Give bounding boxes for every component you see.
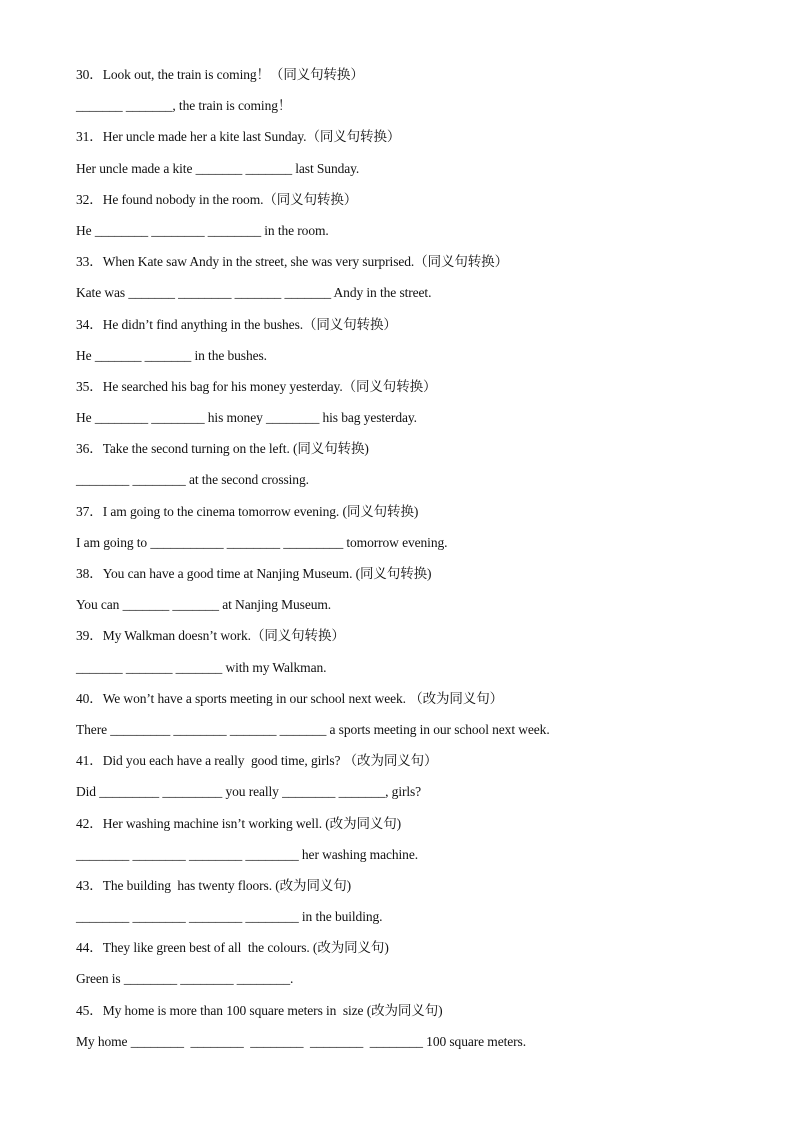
answer-line-35: He ________ ________ his money ________ his bag yesterday. bbox=[76, 410, 417, 426]
answer-line-40: There _________ ________ _______ _______ a sports meeting in our school next week. bbox=[76, 721, 550, 737]
answer-line-32: He ________ ________ ________ in the room. bbox=[76, 222, 329, 238]
question-40: 40．We won’t have a sports meeting in our school next week. （改为同义句） bbox=[76, 690, 503, 706]
question-31: 31．Her uncle made her a kite last Sunday.（同义句转换） bbox=[76, 129, 401, 145]
answer-line-36: ________ ________ at the second crossing. bbox=[76, 472, 309, 488]
question-43: 43．The building has twenty floors. (改为同义句) bbox=[76, 877, 352, 893]
answer-line-44: Green is ________ ________ ________. bbox=[76, 971, 294, 987]
answer-line-39: _______ _______ _______ with my Walkman. bbox=[76, 659, 327, 675]
question-39: 39．My Walkman doesn’t work.（同义句转换） bbox=[76, 628, 345, 644]
answer-line-30: _______ _______, the train is coming！ bbox=[76, 98, 292, 114]
question-32: 32．He found nobody in the room.（同义句转换） bbox=[76, 191, 358, 207]
question-33: 33．When Kate saw Andy in the street, she was very surprised.（同义句转换） bbox=[76, 254, 508, 270]
question-41: 41．Did you each have a really good time, girls? （改为同义句） bbox=[76, 753, 438, 769]
question-34: 34．He didn’t find anything in the bushes.（同义句转换） bbox=[76, 316, 397, 332]
question-45: 45．My home is more than 100 square meters in size (改为同义句) bbox=[76, 1002, 443, 1018]
question-36: 36．Take the second turning on the left. (同义句转换) bbox=[76, 441, 369, 457]
answer-line-31: Her uncle made a kite _______ _______ last Sunday. bbox=[76, 160, 360, 176]
question-30: 30．Look out, the train is coming！（同义句转换） bbox=[76, 67, 364, 82]
answer-line-37: I am going to ___________ ________ _________ tomorrow evening. bbox=[76, 534, 448, 550]
question-42: 42．Her washing machine isn’t working well. (改为同义句) bbox=[76, 815, 402, 831]
worksheet bbox=[76, 64, 756, 1062]
answer-line-42: ________ ________ ________ ________ her washing machine. bbox=[76, 846, 418, 862]
question-44: 44．They like green best of all the colours. (改为同义句) bbox=[76, 940, 389, 956]
question-38: 38．You can have a good time at Nanjing Museum. (同义句转换) bbox=[76, 566, 432, 581]
answer-line-33: Kate was _______ ________ _______ _______ Andy in the street. bbox=[76, 285, 432, 301]
answer-line-45: My home ________ ________ ________ ________ ________ 100 square meters. bbox=[76, 1033, 526, 1049]
question-37: 37．I am going to the cinema tomorrow evening. (同义句转换) bbox=[76, 503, 419, 519]
answer-line-43: ________ ________ ________ ________ in the building. bbox=[76, 909, 383, 925]
question-35: 35．He searched his bag for his money yesterday.（同义句转换） bbox=[76, 378, 437, 394]
answer-line-41: Did _________ _________ you really ________ _______, girls? bbox=[76, 784, 422, 800]
answer-line-34: He _______ _______ in the bushes. bbox=[76, 347, 267, 363]
answer-line-38: You can _______ _______ at Nanjing Museum. bbox=[76, 597, 332, 613]
